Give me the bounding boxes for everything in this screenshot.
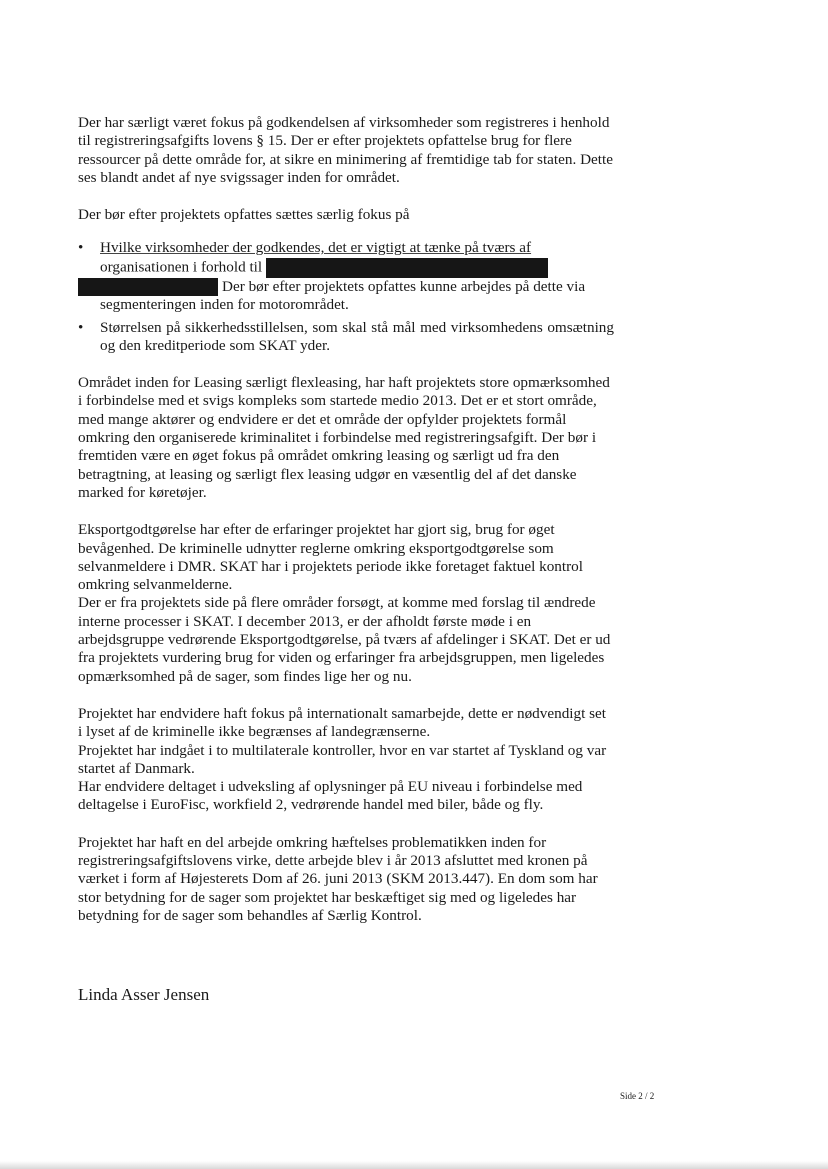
page-number: Side 2 / 2 (620, 1091, 655, 1101)
focus-bullet-list (78, 239, 614, 355)
document-body (78, 114, 614, 925)
paragraph-international: Projektet har endvidere haft fokus på internationalt samarbejde, dette er nødvendigt set i lyset af de kriminelle ikke begrænses af landegrænserne. (78, 704, 607, 741)
page-bottom-edge (0, 1161, 828, 1169)
bullet-item-text: Der bør efter projektets opfattes kunne arbejdes på dette via segmenteringen inden for motorområdet. (100, 277, 586, 314)
paragraph-eurofisc: Har endvidere deltaget i udveksling af oplysninger på EU niveau i forbindelse med deltagelse i EuroFisc, workfield 2, vedrørende handel med biler, både og fly. (78, 778, 583, 814)
paragraph-leasing: Området inden for Leasing særligt flexleasing, har haft projektets store opmærksomhed i forbindelse med et svigs kompleks som startede medio 2013. Det er et stort område, med mange aktører og endvidere er det et område der opfylder projektets formål omkring den organiserede kriminalitet i forbindelse med registreringsafgift. Der bør i fremtiden være en øget fokus på området omkring leasing og særligt ud fra den betragtning, at leasing og særligt flex leasing udgør en væsentlig del af det danske marked for køretøjer. (78, 374, 610, 501)
bullet-item-approval (78, 239, 614, 314)
redaction-block (78, 278, 218, 296)
paragraph-registration-approval: Der har særligt været fokus på godkendelsen af virksomheder som registreres i henhold til registreringsafgifts lovens § 15. Der er efter projektets opfattelse brug for flere ressourcer på dette område for, at sikre en minimering af fremtidige tab for staten. Dette ses blandt andet af nye svigssager inden for området. (78, 114, 613, 186)
bullet-item-text: organisationen i forhold til (100, 258, 263, 276)
redaction-block (266, 258, 548, 278)
paragraph-export-workgroup: Der er fra projektets side på flere områder forsøgt, at komme med forslag til ændrede interne processer i SKAT. I december 2013, er der afholdt første møde i en arbejdsgruppe vedrørende Eksportgodtgørelse, på tværs af afdelinger i SKAT. Det er ud fra projektets vurdering brug for viden og erfaringer fra arbejdsgruppen, men ligeledes opmærksomhed på de sager, som findes lige her og nu. (78, 594, 611, 685)
bullet-item-text: Størrelsen på sikkerhedsstillelsen, som skal stå mål med virksomhedens omsætning og den kreditperiode som SKAT yder. (100, 318, 614, 354)
paragraph-focus-intro: Der bør efter projektets opfattes sættes særlig fokus på (78, 206, 410, 224)
signature-name: Linda Asser Jensen (78, 985, 210, 1004)
paragraph-liability: Projektet har haft en del arbejde omkring hæftelses problematikken inden for registreringsafgiftslovens virke, dette arbejde blev i år 2013 afsluttet med kronen på værket i form af Højesterets Dom af 26. juni 2013 (SKM 2013.447). En dom som har stor betydning for de sager som projektet har beskæftiget sig med og ligeledes har betydning for de sager som behandles af Særlig Kontrol. (78, 833, 598, 924)
bullet-item-text: Hvilke virksomheder der godkendes, det er vigtigt at tænke på tværs af (100, 239, 532, 257)
bullet-item-security-deposit (78, 319, 614, 356)
paragraph-multilateral: Projektet har indgået i to multilaterale kontroller, hvor en var startet af Tyskland og var startet af Danmark. (78, 741, 607, 777)
paragraph-export-refund: Eksportgodtgørelse har efter de erfaringer projektet har gjort sig, brug for øget bevågenhed. De kriminelle udnytter reglerne omkring eksportgodtgørelse som selvanmeldere i DMR. SKAT har i projektets periode ikke foretaget faktuel kontrol omkring selvanmelderne. (78, 521, 583, 594)
